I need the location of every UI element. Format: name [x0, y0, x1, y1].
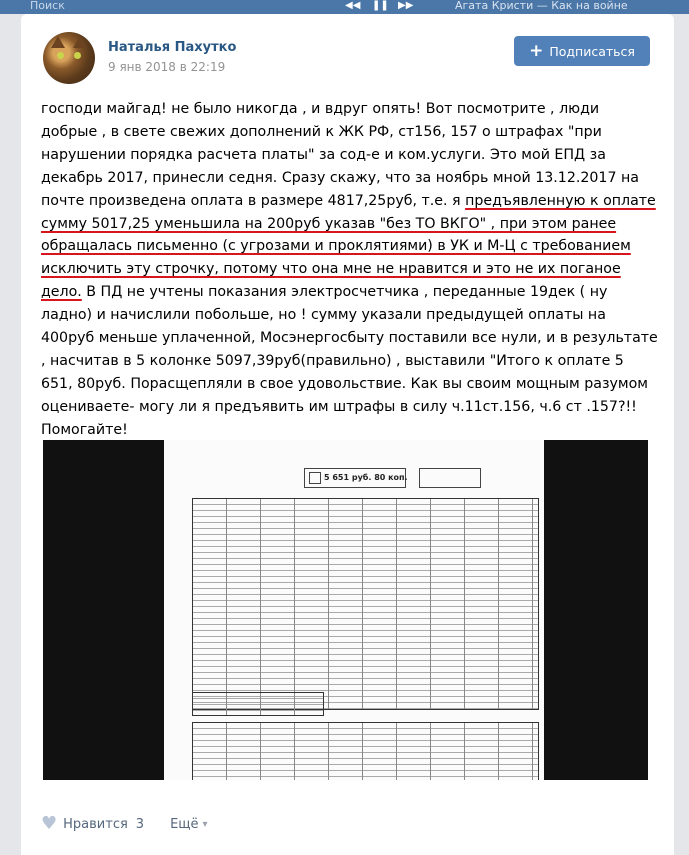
next-track-icon[interactable]: ▶▶	[398, 0, 414, 11]
post-text-underlined: предъявленную к оплате сумму 5017,25 уменьшила на 200руб указав "без ТО ВКГО" , при этом ранее обращалась письменно (с угрозами и проклятиями) в УК и М-Ц с требованием исключить эту строчку, потому что она мне не нравится и это не их поганое дело.	[41, 192, 656, 301]
prev-track-icon[interactable]: ◀◀	[345, 0, 361, 11]
search-field[interactable]: Поиск	[30, 0, 65, 12]
top-bar	[0, 0, 689, 14]
chevron-down-icon: ▾	[202, 818, 208, 830]
post-text	[41, 98, 659, 442]
like-count: 3	[135, 816, 145, 832]
post-photo[interactable]	[43, 440, 648, 780]
post-text-part-1: господи майгад! не было никогда , и вдруг опять! Вот посмотрите , люди добрые , в свете свежих дополнений к ЖК РФ, ст156, 157 о штрафах "при нарушении порядка расчета платы" за сод-е и ком.услуги. Это мой ЕПД за декабрь 2017, принесли седня. Сразу скажу, что за ноябрь мной 13.12.2017 на почте произведена оплата в размере 4817,25руб, т.е. я	[41, 101, 639, 209]
post-text-part-2: В ПД не учтены показания электросчетчика , переданные 19дек ( ну ладно) и начислили побольше, но ! сумму указали предыдущей оплаты на 400руб меньше уплаченной, Мосэнергосбыту поставили все нули, и в результате , насчитав в 5 колонке 5097,39руб(правильно) , выставили "Итого к оплате 5 651, 80руб. Порасщепляли в свое удовольствие. Как вы своим мощным разумом оцениваете- могу ли я предъявить им штрафы в силу ч.11ст.156, ч.6 ст .157?!! Помогайте!	[41, 284, 658, 438]
post-footer	[41, 804, 659, 844]
post-date[interactable]: 9 янв 2018 в 22:19	[108, 60, 226, 74]
total-due-amount: 5 651 руб. 80 коп.	[324, 473, 408, 482]
author-name[interactable]: Наталья Пахутко	[108, 40, 237, 55]
like-button[interactable]	[41, 815, 144, 833]
heart-icon: ♥	[41, 813, 58, 834]
now-playing[interactable]: Агата Кристи — Как на войне	[455, 0, 628, 12]
post-card	[21, 14, 674, 855]
more-label: Ещё	[170, 816, 199, 832]
like-label: Нравится	[63, 816, 128, 832]
payment-document-image	[164, 440, 544, 780]
subscribe-button[interactable]	[514, 36, 650, 66]
pause-icon[interactable]: ❚❚	[372, 0, 389, 11]
more-button[interactable]	[170, 817, 208, 832]
plus-icon: +	[529, 40, 544, 61]
avatar[interactable]	[43, 32, 95, 84]
subscribe-label: Подписаться	[549, 43, 635, 59]
